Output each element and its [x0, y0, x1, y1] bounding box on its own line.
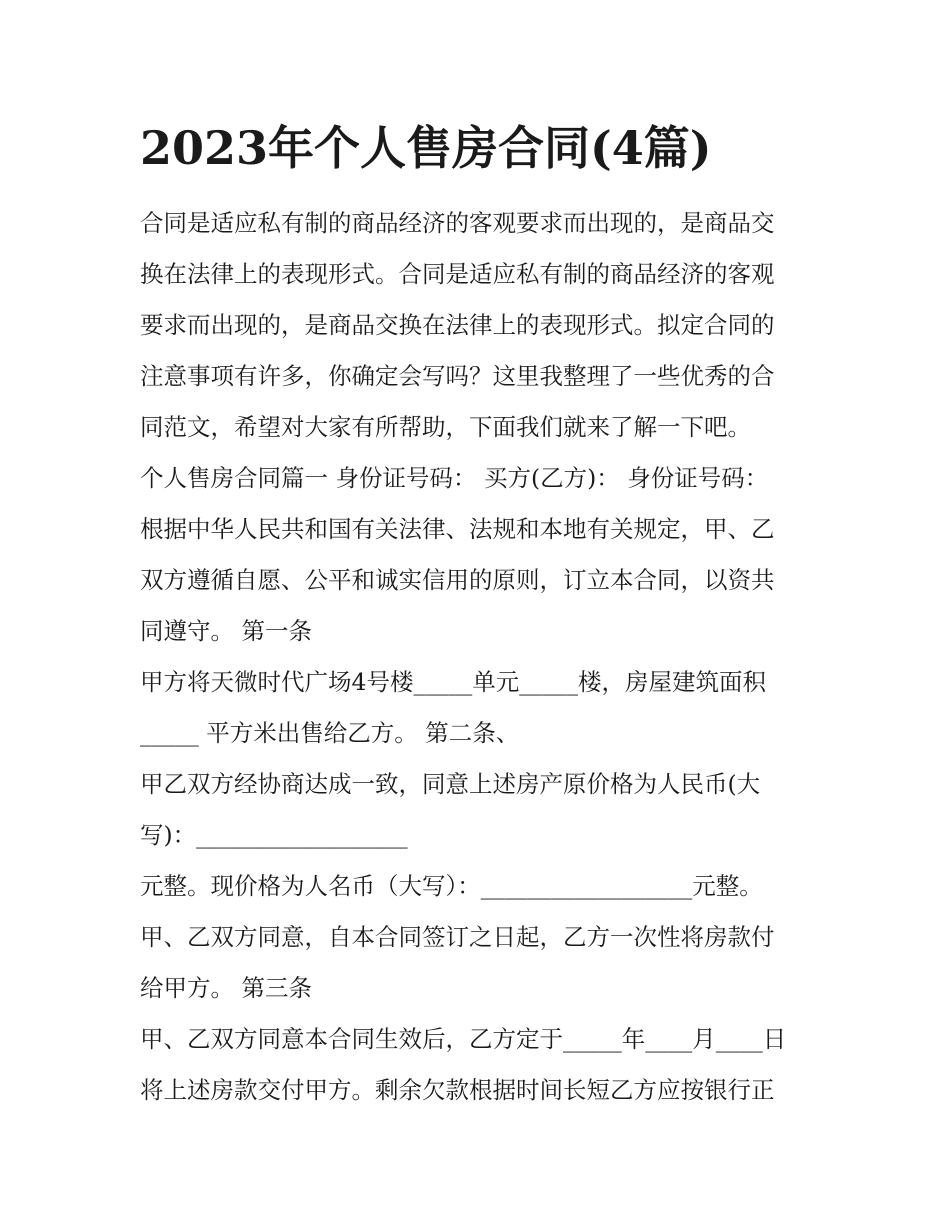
text-line: 个人售房合同篇一 身份证号码： 买方(乙方)： 身份证号码：	[140, 464, 769, 492]
text-line: 甲、乙双方同意本合同生效后，乙方定于_____年____月____日	[140, 1025, 787, 1053]
text-line: 将上述房款交付甲方。剩余欠款根据时间长短乙方应按银行正	[140, 1076, 775, 1104]
text-line: 双方遵循自愿、公平和诚实信用的原则，订立本合同，以资共	[140, 566, 775, 594]
text-line: 合同是适应私有制的商品经济的客观要求而出现的，是商品交	[140, 209, 775, 237]
text-line: 元整。现价格为人名币（大写）：__________________元整。	[140, 872, 763, 900]
text-line: 甲、乙双方同意，自本合同签订之日起，乙方一次性将房款付	[140, 923, 775, 951]
text-line: 根据中华人民共和国有关法律、法规和本地有关规定，甲、乙	[140, 515, 775, 543]
text-line: 写)：__________________	[140, 821, 408, 849]
text-line: _____ 平方米出售给乙方。 第二条、	[140, 719, 520, 747]
text-line: 同范文，希望对大家有所帮助，下面我们就来了解一下吧。	[140, 413, 751, 441]
text-line: 同遵守。 第一条	[140, 617, 312, 645]
text-line: 给甲方。 第三条	[140, 974, 312, 1002]
document-title: 2023年个人售房合同(4篇)	[140, 121, 712, 175]
text-line: 要求而出现的，是商品交换在法律上的表现形式。拟定合同的	[140, 311, 775, 339]
text-line: 换在法律上的表现形式。合同是适应私有制的商品经济的客观	[140, 260, 775, 288]
document-body	[140, 198, 812, 1116]
text-line: 甲乙双方经协商达成一致，同意上述房产原价格为人民币(大	[140, 770, 761, 798]
text-line: 注意事项有许多，你确定会写吗？这里我整理了一些优秀的合	[140, 362, 775, 390]
text-line: 甲方将天微时代广场4号楼_____单元_____楼，房屋建筑面积	[140, 668, 766, 696]
